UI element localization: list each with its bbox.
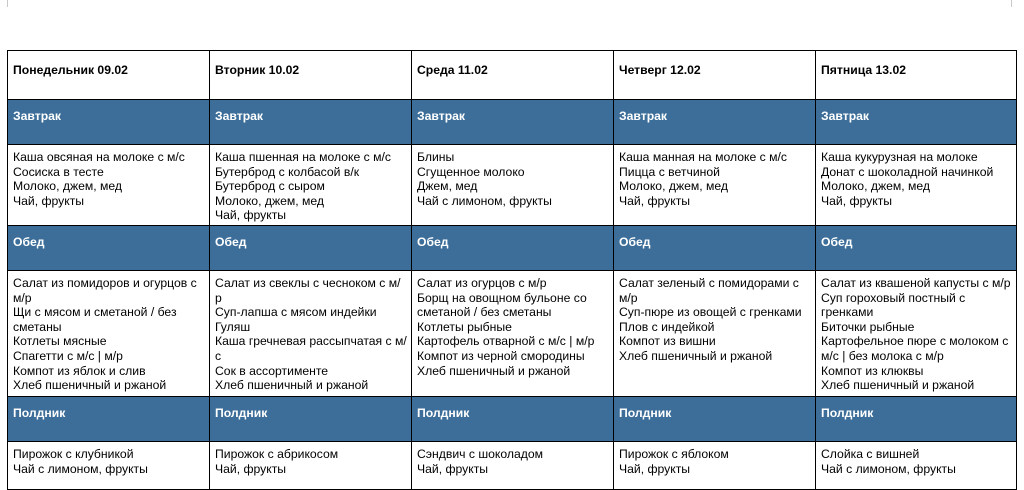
lunch-section-row (8, 225, 1017, 270)
menu-item: Чай, фрукты (215, 208, 287, 223)
menu-item: Слойка с вишней (821, 446, 920, 461)
menu-item: Салат из огурцов с м/р (417, 275, 547, 290)
snack-cell-tuesday (210, 441, 412, 489)
menu-item: Борщ на овощном бульоне со сметаной / без сметаны (417, 290, 587, 320)
menu-item: Бутерброд с колбасой в/к (215, 164, 360, 179)
menu-item: Молоко, джем, мед (619, 179, 729, 194)
menu-item: Блины (417, 150, 455, 164)
section-title-snack: Полдник (614, 396, 816, 441)
day-header-tuesday: Вторник 10.02 (210, 51, 412, 100)
snack-section-row (8, 396, 1017, 441)
section-title-snack: Полдник (8, 396, 210, 441)
menu-item: Каша овсяная на молоке с м/с (13, 150, 185, 164)
menu-item: Сосиска в тесте (13, 164, 104, 179)
breakfast-items-row (8, 145, 1017, 226)
day-header-wednesday: Среда 11.02 (412, 51, 614, 100)
breakfast-cell-friday (816, 145, 1017, 226)
section-title-breakfast: Завтрак (816, 100, 1017, 145)
snack-cell-thursday (614, 441, 816, 489)
menu-item: Чай, фрукты (619, 461, 691, 476)
menu-item: Чай, фрукты (821, 193, 893, 208)
menu-item: Джем, мед (417, 179, 478, 194)
menu-item: Салат из помидоров и огурцов с м/р (13, 275, 197, 305)
menu-item: Компот из яблок и слив (13, 363, 146, 378)
page-corner-mark-right (1011, 0, 1012, 7)
breakfast-cell-thursday (614, 145, 816, 226)
menu-item: Чай, фрукты (417, 461, 489, 476)
menu-item: Сэндвич с шоколадом (417, 446, 544, 461)
day-header-thursday: Четверг 12.02 (614, 51, 816, 100)
lunch-cell-friday (816, 270, 1017, 396)
section-title-lunch: Обед (210, 225, 412, 270)
menu-item: Пирожок с клубникой (13, 446, 134, 461)
menu-item: Бутерброд с сыром (215, 179, 325, 194)
menu-item: Каша манная на молоке с м/с (619, 150, 787, 164)
menu-item: Пирожок с яблоком (619, 446, 729, 461)
snack-items-row (8, 441, 1017, 489)
menu-item: Картофель отварной с м/с | м/р (417, 334, 595, 349)
menu-item: Молоко, джем, мед (215, 193, 325, 208)
menu-item: Компот из клюквы (821, 363, 924, 378)
menu-item: Сгущенное молоко (417, 164, 525, 179)
menu-item: Щи с мясом и сметаной / без сметаны (13, 305, 177, 334)
snack-cell-wednesday (412, 441, 614, 489)
menu-item: Салат из квашеной капусты с м/р (821, 275, 1011, 290)
snack-cell-friday (816, 441, 1017, 489)
breakfast-cell-monday (8, 145, 210, 226)
page-top-area (0, 0, 1024, 50)
menu-item: Хлеб пшеничный и ржаной (13, 378, 167, 393)
section-title-breakfast: Завтрак (614, 100, 816, 145)
breakfast-cell-wednesday (412, 145, 614, 226)
menu-item: Суп-лапша с мясом индейки (215, 305, 377, 320)
menu-item: Спагетти с м/с | м/р (13, 348, 123, 363)
menu-item: Каша пшенная на молоке с м/с (215, 150, 391, 164)
section-title-breakfast: Завтрак (210, 100, 412, 145)
section-title-lunch: Обед (412, 225, 614, 270)
menu-item: Картофельное пюре с молоком с м/с | без молока с м/р (821, 334, 1009, 363)
menu-item: Компот из черной смородины (417, 348, 585, 363)
breakfast-cell-tuesday (210, 145, 412, 226)
day-header-friday: Пятница 13.02 (816, 51, 1017, 100)
lunch-items-row (8, 270, 1017, 396)
menu-item: Чай, фрукты (215, 461, 287, 476)
lunch-cell-monday (8, 270, 210, 396)
menu-item: Суп гороховый постный с гренками (821, 290, 966, 320)
menu-item: Чай с лимоном, фрукты (821, 461, 956, 476)
weekly-menu-table (7, 50, 1017, 490)
section-title-snack: Полдник (210, 396, 412, 441)
menu-item: Суп-пюре из овощей с гренками (619, 305, 802, 320)
lunch-cell-tuesday (210, 270, 412, 396)
section-title-lunch: Обед (8, 225, 210, 270)
menu-item: Каша кукурузная на молоке (821, 150, 978, 164)
menu-item: Чай, фрукты (13, 193, 85, 208)
breakfast-section-row (8, 100, 1017, 145)
menu-item: Чай, фрукты (619, 193, 691, 208)
menu-item: Салат зеленый с помидорами с м/р (619, 275, 799, 305)
menu-item: Пицца с ветчиной (619, 164, 720, 179)
menu-item: Сок в ассортименте (215, 363, 329, 378)
lunch-cell-thursday (614, 270, 816, 396)
section-title-lunch: Обед (816, 225, 1017, 270)
section-title-snack: Полдник (412, 396, 614, 441)
menu-item: Салат из свеклы с чесноком с м/р (215, 275, 401, 305)
day-header-row (8, 51, 1017, 100)
menu-item: Хлеб пшеничный и ржаной (417, 363, 571, 378)
menu-item: Плов с индейкой (619, 319, 715, 334)
section-title-breakfast: Завтрак (412, 100, 614, 145)
menu-item: Донат с шоколадной начинкой (821, 164, 994, 179)
section-title-lunch: Обед (614, 225, 816, 270)
menu-item: Котлеты рыбные (417, 319, 512, 334)
snack-cell-monday (8, 441, 210, 489)
lunch-cell-wednesday (412, 270, 614, 396)
menu-item: Хлеб пшеничный и ржаной (215, 378, 369, 393)
page-corner-mark-left (7, 0, 8, 7)
menu-item: Чай с лимоном, фрукты (13, 461, 148, 476)
menu-item: Гуляш (215, 319, 251, 334)
section-title-snack: Полдник (816, 396, 1017, 441)
menu-item: Компот из вишни (619, 334, 716, 349)
menu-item: Чай с лимоном, фрукты (417, 193, 552, 208)
menu-item: Молоко, джем, мед (13, 179, 123, 194)
menu-item: Каша гречневая рассыпчатая с м/с (215, 334, 407, 363)
day-header-monday: Понедельник 09.02 (8, 51, 210, 100)
section-title-breakfast: Завтрак (8, 100, 210, 145)
menu-item: Хлеб пшеничный и ржаной (821, 378, 975, 393)
menu-item: Молоко, джем, мед (821, 179, 931, 194)
menu-item: Биточки рыбные (821, 319, 915, 334)
menu-item: Пирожок с абрикосом (215, 446, 339, 461)
menu-item: Котлеты мясные (13, 334, 107, 349)
menu-item: Хлеб пшеничный и ржаной (619, 348, 773, 363)
